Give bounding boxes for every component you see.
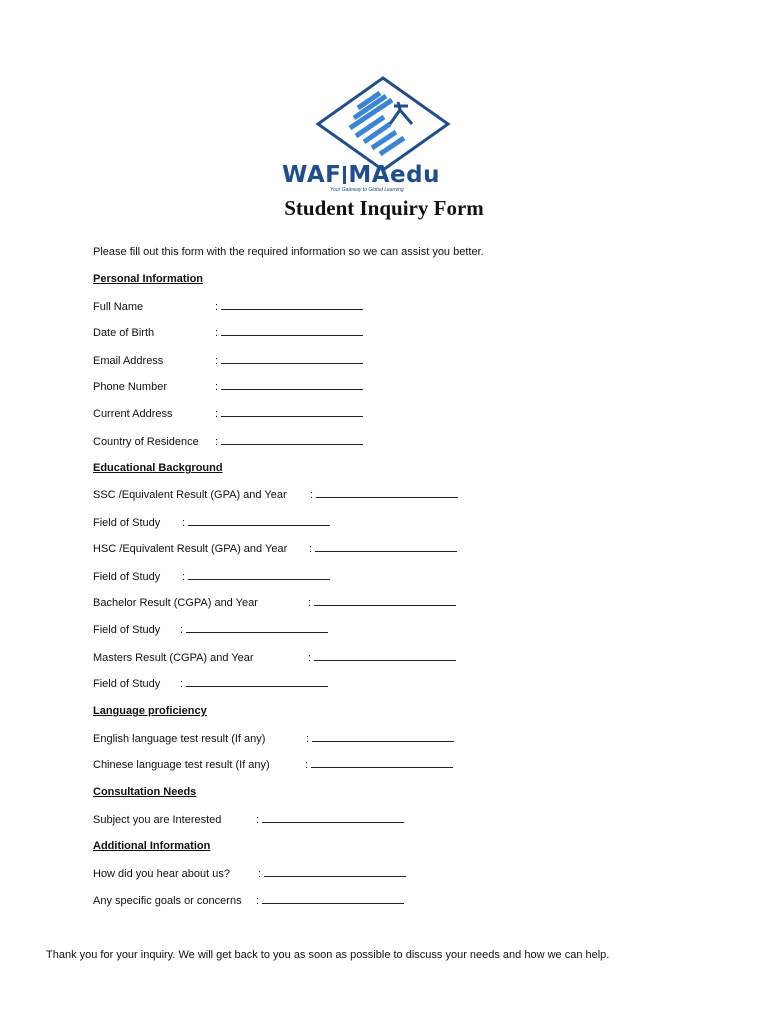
dob-blank[interactable] [221, 326, 363, 336]
field-country[interactable] [215, 435, 363, 449]
page-title-text: Student Inquiry Form [284, 196, 484, 220]
colon: : [215, 301, 219, 313]
section-personal: Personal Information [93, 273, 204, 285]
colon: : [182, 517, 186, 529]
email-blank[interactable] [221, 354, 363, 364]
field-bachelor[interactable] [308, 596, 456, 610]
field-label-ssc-field: Field of Study [93, 517, 161, 529]
full-name-blank[interactable] [221, 300, 363, 310]
colon: : [215, 327, 219, 339]
colon: : [309, 543, 313, 555]
field-hear[interactable] [258, 867, 406, 881]
field-english[interactable] [306, 732, 454, 746]
field-email[interactable] [215, 354, 363, 368]
field-hsc-field[interactable] [182, 570, 330, 584]
masters-field-blank[interactable] [186, 677, 328, 687]
field-label-address: Current Address [93, 408, 173, 420]
field-goals[interactable] [256, 894, 404, 908]
colon: : [215, 381, 219, 393]
field-full-name[interactable] [215, 300, 363, 314]
brand-name-right: MAedu [348, 162, 440, 188]
colon: : [215, 408, 219, 420]
colon: : [182, 571, 186, 583]
goals-blank[interactable] [262, 894, 404, 904]
intro-text: Please fill out this form with the required information so we can assist you better. [93, 246, 484, 258]
field-chinese[interactable] [305, 758, 453, 772]
field-label-english: English language test result (If any) [93, 733, 266, 745]
hear-blank[interactable] [264, 867, 406, 877]
section-additional: Additional Information [93, 840, 211, 852]
section-education: Educational Background [93, 462, 223, 474]
section-language: Language proficiency [93, 705, 207, 717]
colon: : [180, 624, 184, 636]
field-phone[interactable] [215, 380, 363, 394]
field-label-goals: Any specific goals or concerns [93, 895, 242, 907]
field-label-email: Email Address [93, 355, 164, 367]
colon: : [256, 814, 260, 826]
section-consultation: Consultation Needs [93, 786, 197, 798]
field-label-country: Country of Residence [93, 436, 199, 448]
colon: : [256, 895, 260, 907]
ssc-blank[interactable] [316, 488, 458, 498]
field-label-hsc: HSC /Equivalent Result (GPA) and Year [93, 543, 288, 555]
english-blank[interactable] [312, 732, 454, 742]
field-masters-field[interactable] [180, 677, 328, 691]
field-bachelor-field[interactable] [180, 623, 328, 637]
field-label-dob: Date of Birth [93, 327, 155, 339]
phone-blank[interactable] [221, 380, 363, 390]
field-label-bachelor-field: Field of Study [93, 624, 161, 636]
chinese-blank[interactable] [311, 758, 453, 768]
field-label-full-name: Full Name [93, 301, 144, 313]
field-label-ssc: SSC /Equivalent Result (GPA) and Year [93, 489, 287, 501]
subject-blank[interactable] [262, 813, 404, 823]
field-ssc-field[interactable] [182, 516, 330, 530]
field-label-phone: Phone Number [93, 381, 167, 393]
field-label-masters-field: Field of Study [93, 678, 161, 690]
field-label-hsc-field: Field of Study [93, 571, 161, 583]
bachelor-field-blank[interactable] [186, 623, 328, 633]
closing-text: Thank you for your inquiry. We will get back to you as soon as possible to discuss your needs and how we can help. [46, 949, 610, 961]
brand-logotype [282, 162, 492, 188]
country-blank[interactable] [221, 435, 363, 445]
brand-name-left: WAF [282, 162, 342, 188]
brand-bar-icon [343, 166, 346, 184]
bachelor-blank[interactable] [314, 596, 456, 606]
colon: : [306, 733, 310, 745]
field-address[interactable] [215, 407, 363, 421]
address-blank[interactable] [221, 407, 363, 417]
hsc-field-blank[interactable] [188, 570, 330, 580]
colon: : [215, 355, 219, 367]
field-dob[interactable] [215, 326, 363, 340]
colon: : [180, 678, 184, 690]
field-label-hear: How did you hear about us? [93, 868, 230, 880]
colon: : [258, 868, 262, 880]
colon: : [308, 652, 312, 664]
colon: : [308, 597, 312, 609]
masters-blank[interactable] [314, 651, 456, 661]
field-masters[interactable] [308, 651, 456, 665]
colon: : [215, 436, 219, 448]
ssc-field-blank[interactable] [188, 516, 330, 526]
field-ssc[interactable] [310, 488, 458, 502]
field-subject[interactable] [256, 813, 404, 827]
field-label-subject: Subject you are Interested [93, 814, 222, 826]
field-label-chinese: Chinese language test result (If any) [93, 759, 270, 771]
page-title [0, 196, 768, 221]
colon: : [310, 489, 314, 501]
field-label-bachelor: Bachelor Result (CGPA) and Year [93, 597, 258, 609]
field-hsc[interactable] [309, 542, 457, 556]
field-label-masters: Masters Result (CGPA) and Year [93, 652, 254, 664]
hsc-blank[interactable] [315, 542, 457, 552]
brand-tagline: Your Gateway to Global Learning [330, 187, 404, 193]
colon: : [305, 759, 309, 771]
